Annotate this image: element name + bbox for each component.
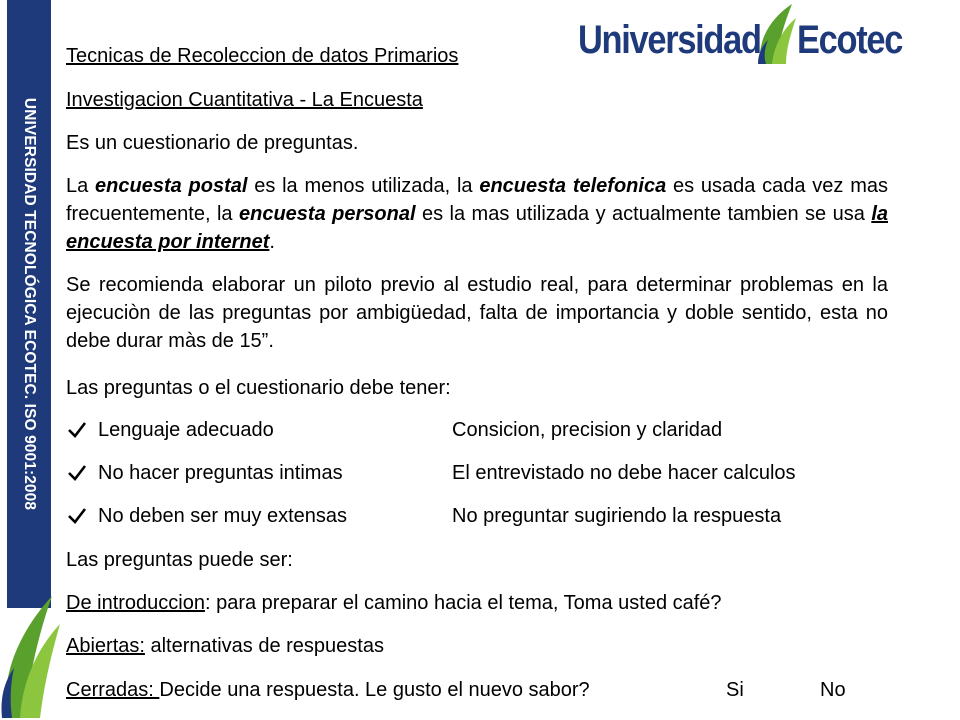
check-icon <box>66 419 88 441</box>
p1-emph-postal: encuesta postal <box>95 175 248 197</box>
question-type-intro <box>66 589 722 617</box>
type-label: De introduccion <box>66 592 205 614</box>
university-logo <box>572 2 944 72</box>
requirement-left: No deben ser muy extensas <box>98 505 348 527</box>
question-type-closed <box>66 676 888 704</box>
slide-title: Tecnicas de Recoleccion de datos Primarios <box>66 45 459 67</box>
intro-text: Es un cuestionario de preguntas. <box>66 132 359 154</box>
question-type-open <box>66 632 384 660</box>
survey-types-paragraph <box>66 172 888 256</box>
p1-emph-telefonica: encuesta telefonica <box>479 175 667 197</box>
p1-text-1: La <box>66 175 96 197</box>
sidebar <box>0 0 56 720</box>
check-icon <box>66 505 88 527</box>
p1-text-4: es la mas utilizada y actualmente tambien se usa <box>415 203 872 225</box>
requirement-right: No preguntar sugiriendo la respuesta <box>452 505 782 527</box>
p1-emph-personal: encuesta personal <box>239 203 416 225</box>
pilot-paragraph: Se recomienda elaborar un piloto previo al estudio real, para determinar problemas en la ejecuciòn de las preguntas por ambigüedad, falta de importancia y doble sentido, esta no debe durar màs de 15”. <box>66 274 888 352</box>
type-text: : para preparar el camino hacia el tema, Toma usted café? <box>204 592 722 614</box>
option-si: Si <box>726 679 744 701</box>
requirement-left: No hacer preguntas intimas <box>98 462 343 484</box>
logo-word-ecotec: Ecotec <box>797 18 903 62</box>
p1-text-5: . <box>269 231 275 253</box>
check-icon <box>66 462 88 484</box>
type-label: Abiertas: <box>66 635 145 657</box>
requirement-right: El entrevistado no debe hacer calculos <box>452 462 796 484</box>
leaf-logo-icon <box>0 590 64 720</box>
leaf-icon <box>756 2 798 66</box>
sidebar-vertical-text: UNIVERSIDAD TECNOLÓGICA ECOTEC. ISO 9001:2008 <box>21 97 38 511</box>
type-text: Decide una respuesta. Le gusto el nuevo sabor? <box>159 679 590 701</box>
type-text: alternativas de respuestas <box>144 635 384 657</box>
requirement-right: Consicion, precision y claridad <box>452 419 723 441</box>
option-no: No <box>820 679 846 701</box>
requirement-left: Lenguaje adecuado <box>98 419 274 441</box>
p1-emph-internet: la encuesta por internet <box>66 203 888 253</box>
type-label: Cerradas: <box>66 679 160 701</box>
requirements-heading: Las preguntas o el cuestionario debe tener: <box>66 377 451 399</box>
p1-text-3: es usada cada vez mas frecuentemente, la <box>66 175 888 225</box>
slide-subtitle: Investigacion Cuantitativa - La Encuesta <box>66 89 423 111</box>
logo-word-universidad: Universidad <box>578 18 761 62</box>
p1-text-2: es la menos utilizada, la <box>247 175 480 197</box>
types-heading: Las preguntas puede ser: <box>66 549 293 571</box>
